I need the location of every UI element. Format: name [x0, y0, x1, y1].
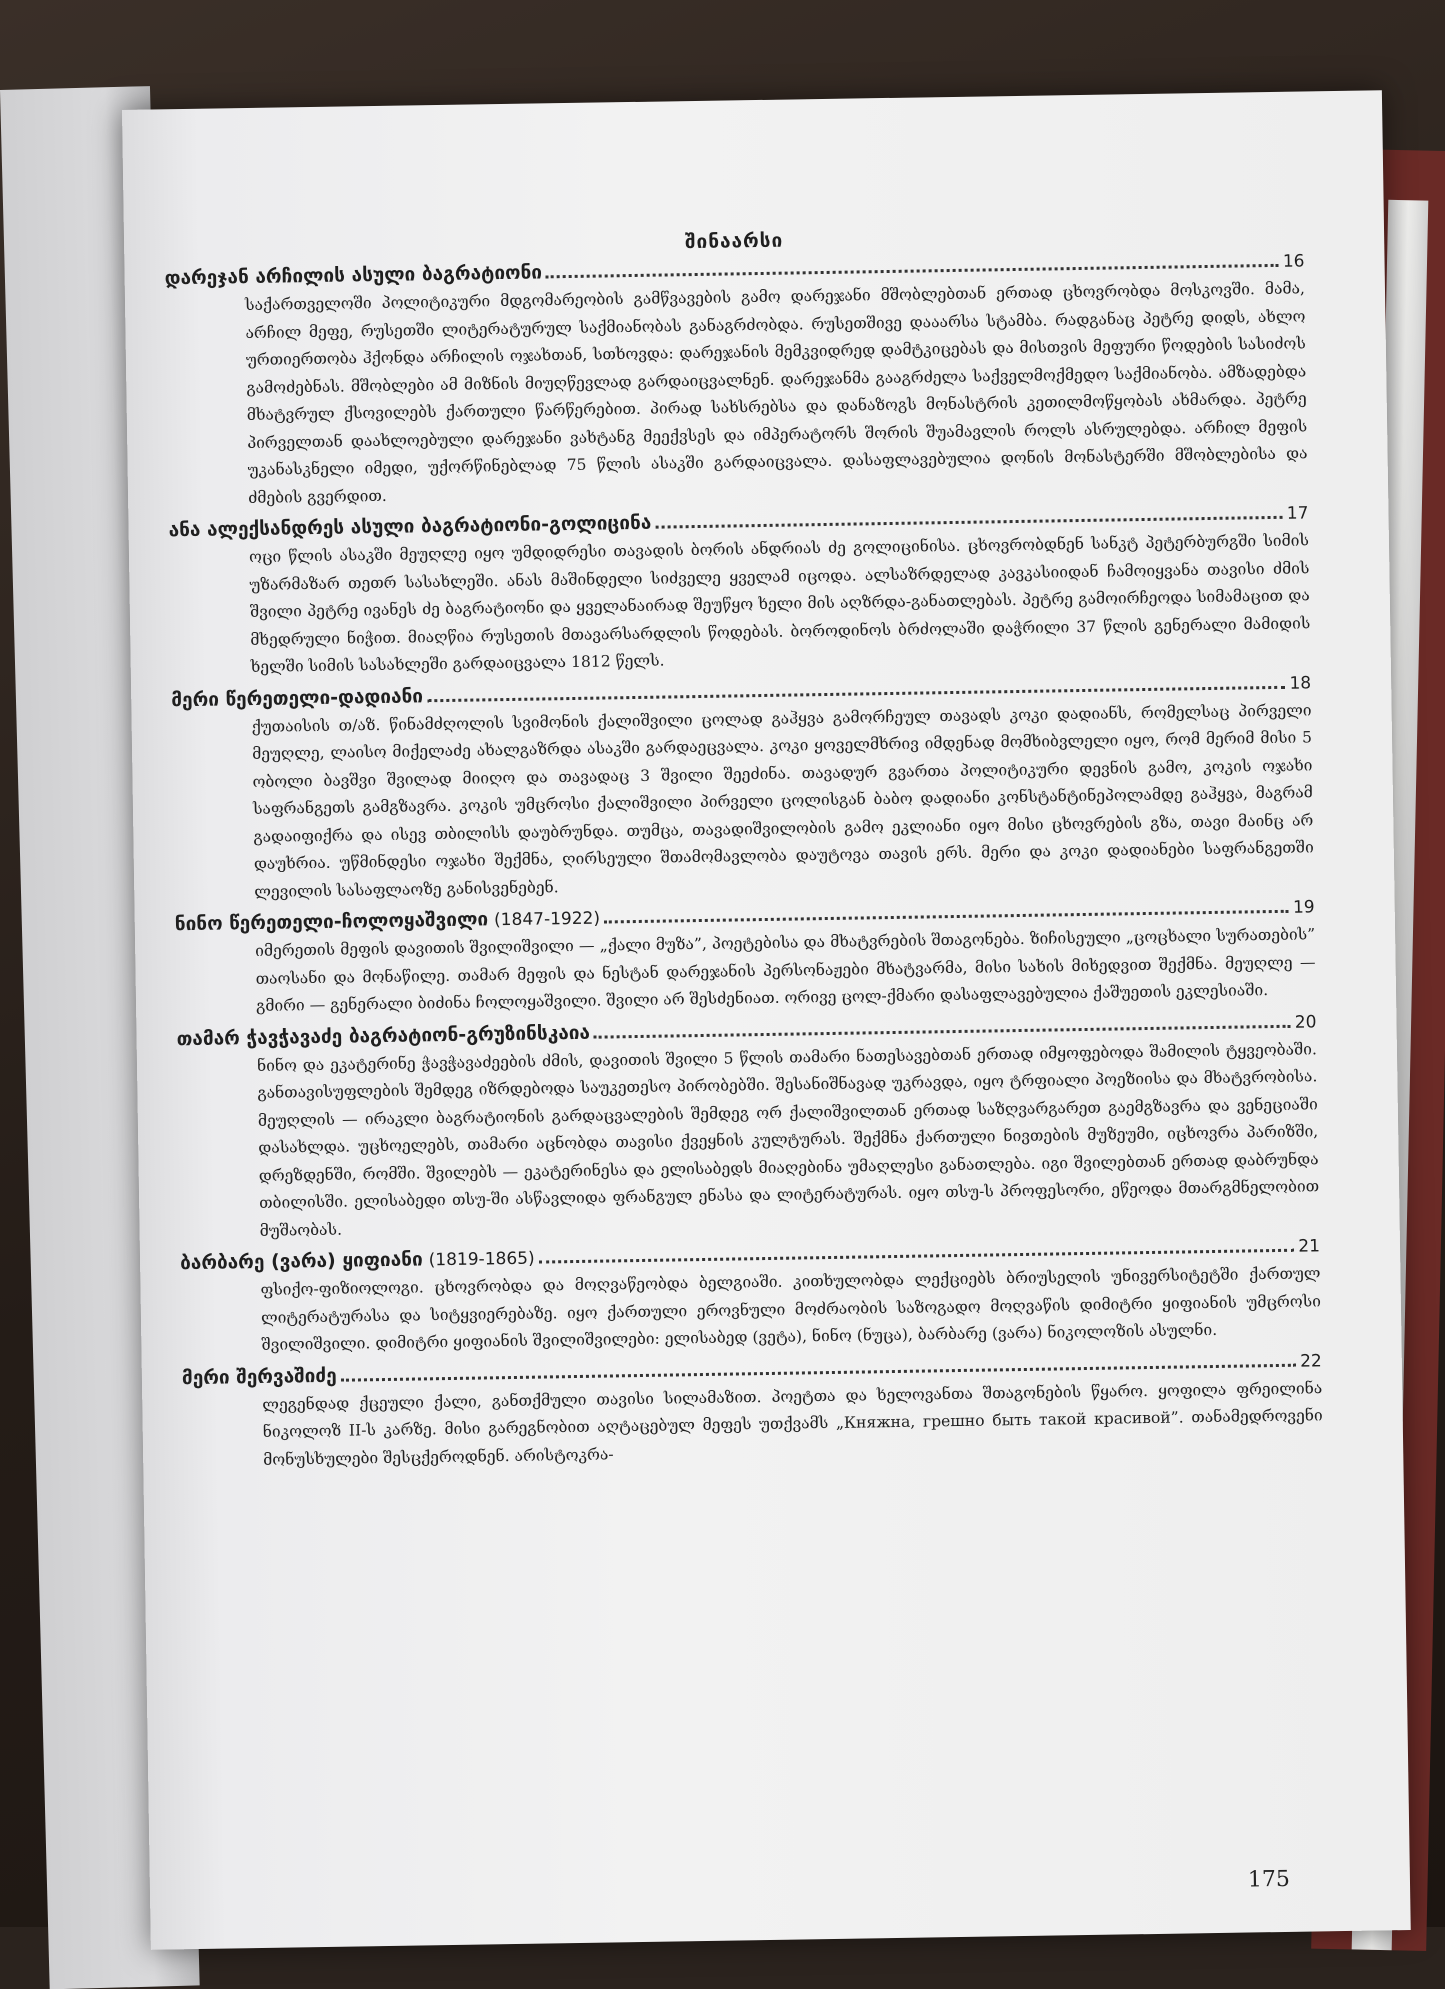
toc-entry-title: დარეჯან არჩილის ასული ბაგრატიონი [164, 261, 543, 290]
toc-entry-title: ბარბარე (ვარა) ყიფიანი [179, 1248, 423, 1275]
toc-page-number: 21 [1298, 1236, 1321, 1257]
toc-entry-description: ლეგენდად ქცეული ქალი, განთქმული თავისი სილამაზით. პოეტთა და ხელოვანთა შთაგონების წყარო. ყოფილა ფრეილინა ნიკოლოზ II-ს კარზე. მისი გარეგნობით აღტაცებულ მეფეს უთქვამს „Княжна, грешно быть такой красивой”. თანამედროვენი მონუსხულები შესცქეროდნენ. არისტოკრა- [262, 1378, 1323, 1469]
toc-entry [168, 501, 1310, 682]
toc-page-number: 22 [1299, 1350, 1322, 1372]
toc-page-number: 19 [1292, 897, 1315, 918]
dot-leader [594, 1023, 1291, 1038]
toc-page-number: 20 [1294, 1011, 1317, 1033]
dot-leader [655, 515, 1283, 529]
toc-entry-years: (1847-1922) [493, 908, 601, 931]
toc-entry-description: ნინო და ეკატერინე ჭავჭავაძეების ძმის, დავითის შვილი 5 წლის თამარი ნათესავებთან ერთად იმყოფებოდა შამილის ტყვეობაში. განთავისუფლების შემდეგ იზრდებოდა საუკეთესო პირობებში. შესანიშნავად უკრავდა, იყო ტრფიალი პოეზიისა და მხატვრობისა. მეუღლის — ირაკლი ბაგრატიონის გარდაცვალების შემდეგ ორ ქალიშვილთან ერთად საზღვარგარეთ გაემგზავრა და ვენეციაში დასახლდა. უცხოელებს, თამარი აცნობდა თავისი ქვეყნის კულტურას. შექმნა ქართული ნივთების მუზეუმი, იცხოვრა პარიზში, დრეზდენში, რომში. შვილებს — ეკატერინესა და ელისაბედს მიაღებინა უმაღლესი განათლება. იგი შვილებთან ერთად დაბრუნდა თბილისში. ელისაბედი თსუ-ში ასწავლიდა ფრანგულ ენასა და ლიტერატურას. იყო თსუ-ს პროფესორი, ეწეოდა მთარგმნელობით მუშაობას. [256, 1039, 1320, 1240]
toc-entry-description: ქუთაისის თ/აზ. წინამძღოლის სვიმონის ქალიშვილი ცოლად გაჰყვა გამორჩეულ თავადს კოკი დადიანს, რომელსაც პირველი მეუღლე, ლაისო მიქელაძე ახალგაზრდა ასაკში გარდაეცვალა. კოკი ყოველმხრივ იმდენად მომხიბვლელი იყო, რომ მერიმ მისი 5 ობოლი ბავშვი შვილად მიიღო და თავადაც 3 შვილი შეეძინა. თავადურ გვართა პოლიტიკური დევნის გამო, კოკის ოჯახი საფრანგეთს გამგზავრა. კოკის უმცროსი ქალიშვილი პირველი ცოლისგან ბაბო დადიანი კონსტანტინეპოლამდე გაჰყვა, მაგრამ გადაიფიქრა და ისევ თბილისს დაუბრუნდა. თუმცა, თავადიშვილობის გამო ეკლიანი იყო მისი ცხოვრების გზა, თავი მაინც არ დაუხრია. უწმინდესი ოჯახი შექმნა, ღირსეული შთამომავლობა დაუტოვა თავის ერს. მერი და კოკი დადიანები საფრანგეთში ლევილის სასაფლაოზე განისვენებენ. [251, 700, 1314, 901]
toc-entry [171, 671, 1314, 907]
toc-entry [164, 249, 1308, 513]
toc-page-number: 16 [1282, 251, 1305, 272]
dot-leader [546, 263, 1279, 279]
toc-entry-description: ფსიქო-ფიზიოლოგი. ცხოვრობდა და მოღვაწეობდა ბელგიაში. კითხულობდა ლექციებს ბრიუსელის უნივერსიტეტში ქართულ ლიტერატურასა და სიტყვიერებაზე. იყო ქართული ეროვნული მოძრაობის საზოგადო მოღვაწის დიმიტრი ყიფიანის უმცროსი შვილიშვილი. დიმიტრი ყიფიანის შვილიშვილები: ელისაბედ (ვეტა), ნინო (ნუცა), ბარბარე (ვარა) ნიკოლოზის ასულნი. [260, 1264, 1321, 1354]
book-page [122, 90, 1411, 1950]
toc-entry-description: საქართველოში პოლიტიკური მდგომარეობის გამწვავების გამო დარეჯანი მშობლებთან ერთად ცხოვრობდა მოსკოვში. მამა, არჩილ მეფე, რუსეთში ლიტერატურულ საქმიანობას განაგრძობდა. რუსეთშივე დააარსა სტამბა. რადგანაც პეტრე დიდს, ახლო ურთიერთობა ჰქონდა არჩილის ოჯახთან, სთხოვდა: დარეჯანის მემკვიდრედ დამტკიცებას და მისთვის მეფური წოდების სასიძოს გამოძებნას. მშობლები ამ მიზნის მიუღწევლად გარდაიცვალნენ. დარეჯანმა გააგრძელა საქველმოქმედო საქმიანობა. ამზადებდა მხატვრულ ქსოვილებს ქართული წარწერებით. პირად სახსრებსა და დანაზოგს მონასტრის კეთილმოწყობას ახმარდა. პეტრე პირველთან დაახლოებული დარეჯანი ვახტანგ მეექვსეს და იმპერატორს შორის შუამავლის როლს ასრულებდა. არჩილ მეფის უკანასკნელი იმედი, უქორწინებლად 75 წლის ასაკში გარდაიცვალა. დასაფლავებულია დონის მონასტერში მშობლებისა და ძმების გვერდით. [244, 279, 1308, 507]
toc-entry-description: იმერეთის მეფის დავითის შვილიშვილი — „ქალი მუზა”, პოეტებისა და მხატვრების შთაგონება. ზიჩისეული „ცოცხალი სურათების” თაოსანი და მონაწილე. თამარ მეფის და ნესტან დარეჯანის პერსონაჟები მხატვარმა, მისი სახის მიხედვით შექმნა. მეუღლე — გმირი — გენერალი ბიძინა ჩოლოყაშვილი. შვილი არ შესძენიათ. ორივე ცოლ-ქმარი დასაფლავებულია ქაშუეთის ეკლესიაში. [255, 925, 1316, 1016]
toc-entry [180, 1234, 1322, 1360]
toc-entry-title: ანა ალექსანდრეს ასული ბაგრატიონი-გოლიცინა [168, 511, 652, 542]
toc-entry-title: მერი წერეთელი-დადიანი [171, 684, 424, 711]
page-heading: შინაარსი [684, 229, 784, 254]
toc-entry [176, 1010, 1319, 1246]
toc-entry-description: ოცი წლის ასაკში მეუღლე იყო უმდიდრესი თავადის ბორის ანდრიას ძე გოლიცინისა. ცხოვრობდნენ სანკტ პეტერბურგში სიმის უზარმაზარ თეთრ სასახლეში. ანას მაშინდელი სიძველე ყველამ იცოდა. ალსაზრდელად კავკასიიდან ჩამოიყვანა თავისი ძმის შვილი პეტრე ივანეს ძე ბაგრატიონი და ყველანაირად შეუწყო ხელი მის აღზრდა-განათლებას. პეტრე გამოირჩეოდა სიმამაცით და მხედრული ნიჭით. მიაღწია რუსეთის მთავარსარდლის წოდებას. ბოროდინოს ბრძოლაში დაჭრილი 37 წლის გენერალი მამიდის ხელში სიმის სასახლეში გარდაიცვალა 1812 წელს. [248, 531, 1311, 677]
page-number: 175 [1247, 1866, 1291, 1893]
toc-entry-title: ნინო წერეთელი-ჩოლოყაშვილი [174, 908, 489, 936]
toc-page-number: 17 [1286, 503, 1309, 524]
dot-leader [604, 909, 1289, 924]
dot-leader [539, 1248, 1295, 1264]
toc-page-number: 18 [1289, 672, 1312, 694]
toc-entry-years: (1819-1865) [428, 1248, 535, 1271]
toc-entry [175, 895, 1317, 1021]
toc-entry-title: მერი შერვაშიძე [181, 1364, 337, 1389]
toc-entry [182, 1349, 1324, 1475]
toc-entry-title: თამარ ჭავჭავაძე ბაგრატიონ-გრუზინსკაია [176, 1021, 591, 1050]
contents-list [164, 221, 1323, 1475]
